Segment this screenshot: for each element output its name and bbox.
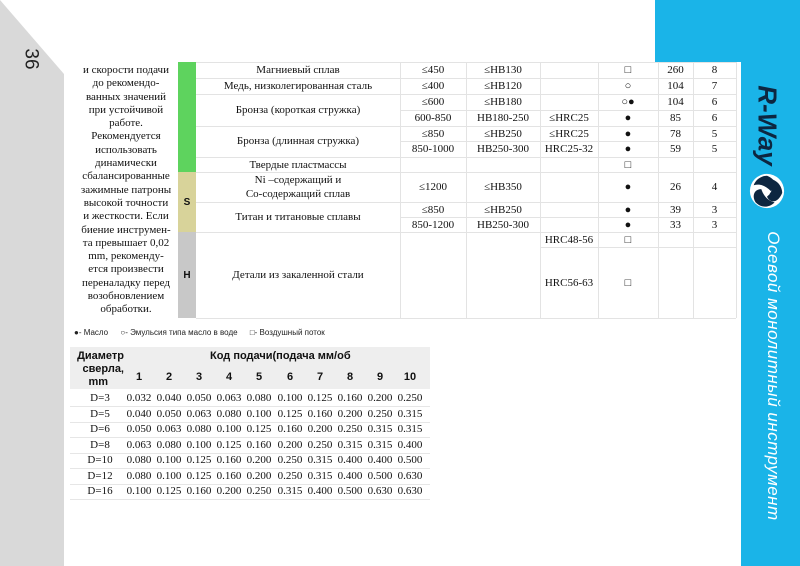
feed-table-row <box>70 422 430 438</box>
feed-code-header: 6 <box>286 371 294 383</box>
diameter-header-line1: Диаметр <box>77 350 124 362</box>
description-line: ется произвести <box>88 263 164 276</box>
feed-code-header: 4 <box>225 371 233 383</box>
coolant-cell: ● <box>624 181 632 193</box>
feed-code-header: 9 <box>376 371 384 383</box>
feed-value-cell: 0.125 <box>216 438 242 451</box>
hardness-cell: HB250-300 <box>477 143 529 155</box>
feed-value-cell: 0.200 <box>246 469 272 482</box>
feed-value-cell: 0.080 <box>126 469 152 482</box>
feed-value-cell: 0.250 <box>367 407 393 420</box>
diameter-cell: D=12 <box>87 469 113 482</box>
coolant-cell: ○● <box>621 96 635 108</box>
feed-value-cell: 0.250 <box>277 454 303 466</box>
coolant-cell: ● <box>624 128 632 140</box>
strength-cell: 600-850 <box>414 112 452 124</box>
feed-value-cell: 0.125 <box>186 469 212 482</box>
feed-value-cell: 0.063 <box>216 392 242 404</box>
feed-value-cell: 0.125 <box>186 454 212 466</box>
feed-code-title: Код подачи(подача мм/об <box>210 350 351 362</box>
hardness-cell: ≤HB180 <box>484 96 522 108</box>
feed-value-cell: 0.125 <box>246 423 272 435</box>
feed-table-row <box>70 438 430 454</box>
diameter-header-line3: mm <box>88 376 108 388</box>
diameter-header-line2: сверла, <box>82 363 124 375</box>
feed-value-cell: 0.080 <box>126 454 152 466</box>
description-line: использовать <box>95 143 157 156</box>
coolant-legend <box>74 328 335 337</box>
hardness-cell: HB180-250 <box>477 112 529 124</box>
description-line: переналадку перед <box>81 276 171 289</box>
hardness-cell: HB250-300 <box>477 219 529 231</box>
strength-cell: ≤400 <box>421 80 445 92</box>
feed-value-cell: 0.125 <box>156 485 182 497</box>
feed-value-cell: 0.250 <box>277 469 303 482</box>
feed-value-cell: 0.315 <box>307 469 333 482</box>
feed-value-cell: 0.040 <box>126 407 152 420</box>
description-line: ванных значений <box>85 90 167 103</box>
feed-code-header: 8 <box>346 371 354 383</box>
material-name: Титан и титановые сплавы <box>235 211 361 223</box>
material-name: Твердые пластмассы <box>249 159 347 171</box>
feed-value-cell: 0.315 <box>397 423 423 435</box>
hrc-cell: ≤HRC25 <box>549 128 589 140</box>
feed-value-cell: 0.200 <box>337 407 363 420</box>
feed-value-cell: 0.200 <box>367 392 393 404</box>
material-name: Магниевый сплав <box>256 64 340 76</box>
feed-value-cell: 0.160 <box>216 469 242 482</box>
description-line: обработки. <box>100 303 152 316</box>
description-line: высокой точности <box>83 196 169 209</box>
feed-value-cell: 0.630 <box>367 485 393 497</box>
material-name: Медь, низколегированная сталь <box>223 80 373 92</box>
coolant-cell: □ <box>624 234 632 246</box>
feed-value-cell: 0.100 <box>156 454 182 466</box>
feed-code-cell: 8 <box>711 64 718 76</box>
feed-code-header: 7 <box>316 371 324 383</box>
feed-value-cell: 0.250 <box>307 438 333 451</box>
side-title: Осевой монолитный инструмент <box>764 231 783 521</box>
feed-value-cell: 0.050 <box>156 407 182 420</box>
feed-value-cell: 0.200 <box>246 454 272 466</box>
coolant-cell: □ <box>624 64 632 76</box>
feed-code-cell: 7 <box>711 80 718 92</box>
feed-code-cell: 5 <box>711 143 718 155</box>
speed-cell: 85 <box>670 112 681 124</box>
material-name: Ni –содержащий и <box>254 174 342 186</box>
feed-table-row <box>70 484 430 500</box>
feed-value-cell: 0.400 <box>367 454 393 466</box>
hardness-cell: ≤HB250 <box>484 128 522 140</box>
feed-value-cell: 0.315 <box>307 454 333 466</box>
feed-value-cell: 0.400 <box>337 454 363 466</box>
feed-code-cell: 5 <box>711 128 718 140</box>
feed-value-cell: 0.050 <box>126 423 152 435</box>
speed-cell: 104 <box>667 96 684 108</box>
strength-cell: ≤450 <box>421 64 445 76</box>
feed-value-cell: 0.080 <box>246 392 272 404</box>
feed-value-cell: 0.400 <box>307 485 333 497</box>
feed-table-row <box>70 391 430 407</box>
legend-emulsion: ○- Эмульсия типа масло в воде <box>120 328 238 337</box>
feed-value-cell: 0.125 <box>277 407 303 420</box>
material-name-line2: Со-содержащий сплав <box>245 188 351 200</box>
strength-cell: 850-1200 <box>411 219 455 231</box>
material-name: Бронза (длинная стружка) <box>236 135 360 147</box>
hardness-cell: ≤HB130 <box>484 64 522 76</box>
feed-value-cell: 0.630 <box>397 485 423 497</box>
diameter-cell: D=3 <box>90 392 110 404</box>
description-line: динамически <box>95 157 157 170</box>
feed-value-cell: 0.500 <box>397 454 423 466</box>
feed-value-cell: 0.160 <box>337 392 363 404</box>
feed-value-cell: 0.160 <box>216 454 242 466</box>
description-line: работе. <box>109 117 143 130</box>
category-label-h: H <box>183 269 191 281</box>
legend-air: □- Воздушный поток <box>249 328 325 337</box>
coolant-cell: □ <box>624 277 632 289</box>
description-line: сбалансированные <box>82 170 170 183</box>
strength-cell: 850-1000 <box>411 143 455 155</box>
description-line: зажимные патроны <box>80 183 172 196</box>
material-name: Детали из закаленной стали <box>232 269 364 281</box>
feed-value-cell: 0.630 <box>397 469 423 482</box>
speed-cell: 26 <box>670 181 681 193</box>
feed-value-cell: 0.063 <box>126 438 152 451</box>
feed-code-header: 2 <box>165 371 173 383</box>
coolant-cell: □ <box>624 159 632 171</box>
category-label-s: S <box>183 196 191 208</box>
feed-value-cell: 0.100 <box>156 469 182 482</box>
feed-value-cell: 0.315 <box>337 438 363 451</box>
coolant-cell: ○ <box>624 80 632 92</box>
feed-value-cell: 0.100 <box>216 423 242 435</box>
strength-cell: ≤850 <box>421 128 445 140</box>
feed-value-cell: 0.200 <box>277 438 303 451</box>
hrc-cell: HRC25-32 <box>544 143 594 155</box>
strength-cell: ≤600 <box>421 96 445 108</box>
feed-value-cell: 0.032 <box>126 392 152 404</box>
feed-value-cell: 0.125 <box>307 392 333 404</box>
coolant-cell: ● <box>624 219 632 231</box>
description-line: mm, рекоменду- <box>88 250 164 263</box>
description-line: биение инструмен- <box>81 223 171 236</box>
diameter-cell: D=6 <box>90 423 110 435</box>
coolant-cell: ● <box>624 143 632 155</box>
speed-cell: 33 <box>670 219 681 231</box>
feed-value-cell: 0.080 <box>156 438 182 451</box>
speed-cell: 59 <box>670 143 681 155</box>
feed-value-cell: 0.400 <box>337 469 363 482</box>
feed-code-cell: 4 <box>711 181 718 193</box>
hardness-cell: ≤HB250 <box>484 204 522 216</box>
feed-value-cell: 0.315 <box>277 485 303 497</box>
feed-value-cell: 0.100 <box>126 485 152 497</box>
feed-value-cell: 0.080 <box>216 407 242 420</box>
feed-value-cell: 0.063 <box>156 423 182 435</box>
diameter-cell: D=8 <box>90 438 110 451</box>
feed-value-cell: 0.100 <box>186 438 212 451</box>
feed-value-cell: 0.160 <box>307 407 333 420</box>
feed-table-row <box>70 407 430 423</box>
feed-value-cell: 0.315 <box>367 438 393 451</box>
feed-code-cell: 3 <box>711 219 718 231</box>
description-line: и жесткости. Если <box>83 210 169 223</box>
feed-value-cell: 0.315 <box>397 407 423 420</box>
description-line: до рекомендо- <box>92 77 160 90</box>
description-line: при устойчивой <box>88 103 164 116</box>
hardness-cell: ≤HB120 <box>484 80 522 92</box>
feed-code-cell: 6 <box>711 96 718 108</box>
strength-cell: ≤850 <box>421 204 445 216</box>
feed-value-cell: 0.250 <box>337 423 363 435</box>
hrc-cell: ≤HRC25 <box>549 112 589 124</box>
brand-name: R-Way <box>752 85 783 166</box>
diameter-cell: D=5 <box>90 407 110 420</box>
description-line: Рекомендуется <box>91 130 161 143</box>
hrc-cell: HRC48-56 <box>544 234 594 246</box>
feed-value-cell: 0.100 <box>246 407 272 420</box>
diameter-cell: D=10 <box>87 454 113 466</box>
feed-code-header: 1 <box>135 371 143 383</box>
coolant-cell: ● <box>624 204 632 216</box>
hardness-cell: ≤HB350 <box>484 181 522 193</box>
feed-value-cell: 0.040 <box>156 392 182 404</box>
feed-value-cell: 0.315 <box>367 423 393 435</box>
feed-table-row <box>70 469 430 485</box>
feed-value-cell: 0.500 <box>367 469 393 482</box>
feed-value-cell: 0.063 <box>186 407 212 420</box>
description-line: та превышает 0,02 <box>82 236 170 249</box>
strength-cell: ≤1200 <box>418 181 448 193</box>
feed-code-cell: 3 <box>711 204 718 216</box>
feed-value-cell: 0.500 <box>337 485 363 497</box>
speed-cell: 39 <box>670 204 681 216</box>
feed-value-cell: 0.250 <box>397 392 423 404</box>
coolant-cell: ● <box>624 112 632 124</box>
feed-code-header: 5 <box>255 371 263 383</box>
material-name: Бронза (короткая стружка) <box>235 104 361 116</box>
description-line: и скорости подачи <box>83 64 169 76</box>
feed-value-cell: 0.050 <box>186 392 212 404</box>
feed-value-cell: 0.100 <box>277 392 303 404</box>
feed-code-header: 10 <box>403 371 417 383</box>
feed-code-cell: 6 <box>711 112 718 124</box>
description-line: возобновлением <box>87 290 165 303</box>
feed-value-cell: 0.400 <box>397 438 423 451</box>
feed-value-cell: 0.200 <box>216 485 242 497</box>
diameter-cell: D=16 <box>87 485 113 497</box>
page-number: 36 <box>20 48 42 70</box>
feed-value-cell: 0.080 <box>186 423 212 435</box>
speed-cell: 104 <box>667 80 684 92</box>
feed-value-cell: 0.250 <box>246 485 272 497</box>
hrc-cell: HRC56-63 <box>544 277 594 289</box>
speed-cell: 78 <box>670 128 681 140</box>
feed-value-cell: 0.160 <box>246 438 272 451</box>
legend-oil: ●- Масло <box>74 328 109 337</box>
feed-code-header: 3 <box>195 371 203 383</box>
speed-cell: 260 <box>667 64 684 76</box>
feed-value-cell: 0.160 <box>186 485 212 497</box>
feed-table-row <box>70 453 430 469</box>
feed-value-cell: 0.200 <box>307 423 333 435</box>
feed-value-cell: 0.160 <box>277 423 303 435</box>
